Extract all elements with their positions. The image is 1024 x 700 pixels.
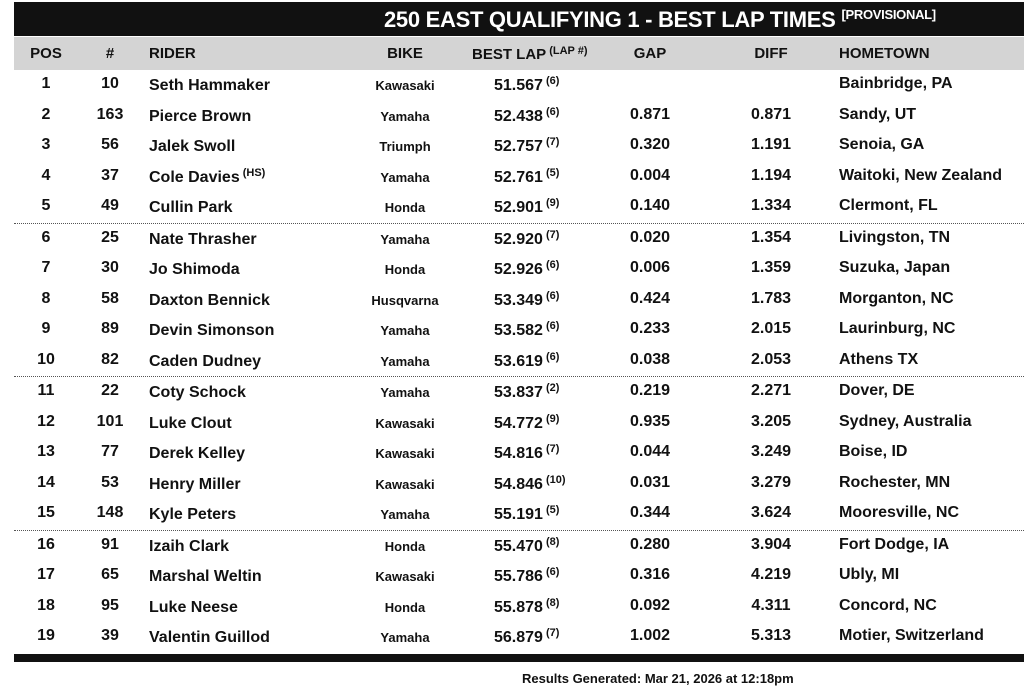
cell-pos: 14: [37, 473, 55, 491]
table-row: [14, 438, 1024, 469]
cell-hometown: Waitoki, New Zealand: [839, 166, 1002, 184]
cell-best-lap-value: 56.879: [494, 629, 543, 646]
cell-number: 53: [101, 473, 119, 491]
cell-hometown: Senoia, GA: [839, 136, 925, 153]
cell-number: 10: [101, 75, 119, 92]
table-row: [14, 101, 1024, 132]
cell-hometown: Concord, NC: [839, 596, 937, 614]
cell-best-lap-value: 53.349: [494, 291, 543, 309]
table-row: [14, 592, 1024, 623]
cell-rider-value: Coty Schock: [149, 384, 246, 401]
cell-pos: 7: [41, 259, 51, 276]
table-row: [14, 561, 1024, 592]
cell-best-lap: [494, 536, 559, 556]
header-diff: DIFF: [754, 45, 788, 62]
cell-rider-value: Caden Dudney: [149, 352, 262, 370]
table-header: [14, 37, 1024, 70]
cell-number: 95: [101, 596, 119, 614]
cell-lap-number: (9): [545, 197, 560, 209]
table-row: [14, 192, 1024, 223]
cell-hometown: Clermont, FL: [839, 197, 938, 214]
cell-gap: 0.280: [629, 535, 671, 553]
cell-rider-value: Derek Kelley: [149, 445, 246, 462]
cell-rider: [149, 504, 239, 524]
cell-pos: 16: [37, 535, 55, 553]
cell-bike: Kawasaki: [375, 78, 435, 93]
cell-number: 89: [101, 320, 119, 337]
cell-lap-number: (7): [545, 627, 560, 639]
header-best-lap: [472, 45, 588, 63]
cell-hometown: Suzuka, Japan: [839, 259, 951, 276]
table-row: [14, 70, 1024, 101]
cell-diff: 1.783: [750, 289, 792, 307]
title-bar: [14, 2, 1024, 36]
cell-best-lap-value: 52.901: [494, 199, 543, 216]
cell-number: 49: [101, 197, 119, 214]
cell-hometown: Sandy, UT: [839, 105, 917, 123]
cell-number: 82: [101, 350, 119, 368]
header-gap: GAP: [633, 45, 667, 62]
cell-best-lap: [494, 413, 559, 433]
cell-bike: Yamaha: [380, 507, 430, 522]
cell-best-lap: [494, 597, 559, 617]
cell-best-lap-value: 53.837: [494, 384, 543, 401]
cell-pos: 12: [37, 412, 55, 430]
cell-diff: 2.053: [750, 350, 792, 368]
cell-lap-number: (7): [545, 136, 560, 148]
cell-rider: [149, 197, 236, 217]
table-row: [14, 469, 1024, 500]
cell-rider-value: Cole Davies: [149, 168, 240, 186]
cell-bike: Yamaha: [380, 323, 430, 338]
page-title: [384, 7, 936, 33]
cell-number: 91: [101, 535, 119, 553]
cell-bike: Kawasaki: [375, 415, 435, 431]
cell-bike: Yamaha: [380, 108, 430, 124]
cell-rider: [149, 106, 254, 126]
cell-rider-value: Luke Clout: [149, 414, 232, 432]
cell-best-lap: [494, 229, 559, 249]
cell-number: 39: [101, 627, 119, 644]
cell-pos: 18: [37, 596, 55, 614]
cell-gap: 0.006: [629, 259, 671, 276]
cell-diff: 1.354: [750, 228, 792, 246]
cell-best-lap-value: 55.470: [494, 537, 543, 555]
cell-diff: 4.219: [750, 566, 792, 583]
cell-rider-value: Nate Thrasher: [149, 230, 257, 248]
cell-best-lap: [494, 197, 559, 217]
cell-rider-value: Seth Hammaker: [149, 77, 270, 94]
cell-lap-number: (9): [545, 412, 560, 425]
cell-best-lap-value: 52.438: [494, 107, 543, 125]
cell-diff: 3.205: [750, 412, 792, 430]
cell-gap: 0.316: [629, 566, 671, 583]
table-row: [14, 622, 1024, 653]
header-bike: BIKE: [387, 45, 423, 62]
cell-rider: [149, 167, 265, 187]
cell-best-lap: [494, 474, 566, 494]
cell-gap: 0.344: [629, 504, 671, 521]
cell-hometown: Bainbridge, PA: [839, 75, 953, 92]
cell-hometown: Sydney, Australia: [839, 412, 972, 430]
cell-rider: [149, 136, 238, 156]
cell-diff: 1.191: [750, 136, 792, 153]
cell-pos: 2: [41, 105, 51, 123]
cell-pos: 13: [37, 443, 55, 460]
cell-lap-number: (5): [545, 166, 560, 179]
header-hometown: HOMETOWN: [839, 45, 930, 62]
cell-rider: [149, 259, 243, 279]
cell-pos: 3: [41, 136, 51, 153]
cell-gap: 0.424: [629, 289, 671, 307]
cell-number: 30: [101, 259, 119, 276]
cell-gap: 0.320: [629, 136, 671, 153]
cell-lap-number: (8): [545, 596, 560, 609]
table-row: [14, 285, 1024, 316]
cell-lap-number: (2): [545, 382, 560, 394]
cell-best-lap: [494, 290, 559, 310]
cell-best-lap-value: 51.567: [494, 77, 543, 94]
cell-diff: 2.271: [750, 382, 792, 399]
cell-diff: 1.359: [750, 259, 792, 276]
table-row: [14, 162, 1024, 193]
cell-rider-value: Marshal Weltin: [149, 568, 262, 585]
cell-bike: Yamaha: [380, 630, 430, 645]
cell-best-lap: [494, 75, 559, 95]
cell-pos: 11: [37, 382, 55, 399]
cell-lap-number: (8): [545, 535, 560, 548]
cell-number: 65: [101, 566, 119, 583]
cell-rider: [149, 536, 232, 556]
table-row: [14, 315, 1024, 346]
cell-rider: [149, 413, 235, 433]
cell-diff: 0.871: [750, 105, 792, 123]
cell-rider-value: Cullin Park: [149, 199, 233, 216]
cell-diff: 3.279: [750, 473, 792, 491]
cell-best-lap-value: 54.772: [494, 414, 543, 432]
cell-gap: 0.233: [629, 320, 671, 337]
cell-hometown: Laurinburg, NC: [839, 320, 956, 337]
cell-rider-note: (HS): [242, 166, 266, 179]
cell-best-lap-value: 54.816: [494, 445, 543, 462]
table-row: [14, 376, 1024, 408]
cell-hometown: Rochester, MN: [839, 473, 951, 491]
cell-number: 56: [101, 136, 119, 153]
cell-rider: [149, 597, 241, 617]
cell-hometown: Morganton, NC: [839, 289, 954, 307]
cell-best-lap: [494, 627, 559, 647]
cell-number: 148: [96, 504, 124, 521]
cell-bike: Honda: [384, 538, 426, 554]
cell-diff: 3.904: [750, 535, 792, 553]
cell-number: 58: [101, 289, 119, 307]
header-pos: POS: [30, 45, 62, 62]
cell-best-lap: [494, 566, 559, 586]
table-row: [14, 346, 1024, 377]
cell-lap-number: (6): [545, 350, 560, 363]
cell-number: 77: [101, 443, 119, 460]
cell-lap-number: (6): [545, 105, 560, 118]
cell-bike: Triumph: [379, 139, 431, 154]
cell-rider: [149, 382, 249, 402]
cell-bike: Husqvarna: [371, 292, 439, 308]
cell-best-lap-value: 54.846: [494, 475, 543, 493]
header-number: #: [105, 45, 115, 62]
header-lap-number-label: (LAP #): [549, 45, 588, 57]
cell-bike: Kawasaki: [375, 569, 435, 584]
cell-pos: 9: [41, 320, 51, 337]
table-row: [14, 131, 1024, 162]
cell-gap: 0.092: [629, 596, 671, 614]
cell-rider: [149, 566, 265, 586]
cell-bike: Yamaha: [380, 169, 430, 185]
cell-best-lap: [494, 443, 559, 463]
cell-bike: Yamaha: [380, 385, 430, 400]
table-row: [14, 408, 1024, 439]
cell-rider: [149, 351, 264, 371]
header-rider: RIDER: [149, 45, 196, 62]
cell-bike: Honda: [384, 200, 426, 215]
bottom-rule: [14, 654, 1024, 662]
cell-gap: 0.935: [629, 412, 671, 430]
cell-pos: 8: [41, 289, 51, 307]
cell-bike: Yamaha: [380, 231, 430, 247]
cell-pos: 5: [41, 197, 51, 214]
cell-diff: 5.313: [750, 627, 792, 644]
cell-diff: 3.624: [750, 504, 792, 521]
cell-bike: Honda: [384, 599, 426, 615]
cell-hometown: Livingston, TN: [839, 228, 951, 246]
cell-pos: 6: [41, 228, 51, 246]
cell-best-lap-value: 53.619: [494, 352, 543, 370]
cell-gap: 0.031: [629, 473, 671, 491]
cell-lap-number: (6): [545, 259, 560, 271]
cell-best-lap: [494, 259, 559, 279]
cell-gap: 0.871: [629, 105, 671, 123]
cell-rider-value: Jo Shimoda: [149, 261, 240, 278]
cell-diff: 2.015: [750, 320, 792, 337]
cell-rider-value: Pierce Brown: [149, 107, 252, 125]
cell-hometown: Dover, DE: [839, 382, 915, 399]
cell-best-lap: [494, 504, 559, 524]
header-best-lap-label: BEST LAP: [472, 46, 547, 63]
cell-rider: [149, 443, 248, 463]
cell-lap-number: (6): [545, 320, 560, 332]
cell-bike: Honda: [384, 262, 426, 277]
cell-rider: [149, 290, 273, 310]
cell-rider: [149, 627, 273, 647]
cell-bike: Yamaha: [380, 353, 430, 369]
cell-pos: 19: [37, 627, 55, 644]
cell-best-lap-value: 52.761: [494, 168, 543, 186]
table-row: [14, 254, 1024, 285]
provisional-tag: [PROVISIONAL]: [841, 7, 936, 22]
cell-hometown: Ubly, MI: [839, 566, 900, 583]
cell-best-lap-value: 55.191: [494, 506, 543, 523]
cell-rider-value: Valentin Guillod: [149, 629, 270, 646]
cell-pos: 4: [41, 166, 51, 184]
cell-gap: 0.038: [629, 350, 671, 368]
title-main: 250 EAST QUALIFYING 1 - BEST LAP TIMES: [384, 7, 836, 32]
cell-pos: 1: [41, 75, 51, 92]
cell-diff: 1.334: [750, 197, 792, 214]
cell-gap: 0.020: [629, 228, 671, 246]
cell-best-lap-value: 52.920: [494, 230, 543, 248]
cell-number: 163: [96, 105, 124, 123]
cell-best-lap: [494, 136, 559, 156]
cell-best-lap: [494, 320, 559, 340]
cell-number: 22: [101, 382, 119, 399]
cell-diff: 4.311: [751, 596, 791, 614]
cell-hometown: Boise, ID: [839, 443, 908, 460]
cell-rider: [149, 320, 277, 340]
cell-rider-value: Devin Simonson: [149, 322, 275, 339]
table-row: [14, 530, 1024, 562]
cell-lap-number: (6): [545, 289, 560, 302]
cell-pos: 17: [37, 566, 55, 583]
cell-best-lap: [494, 351, 559, 371]
cell-hometown: Athens TX: [839, 350, 919, 368]
cell-best-lap-value: 53.582: [494, 322, 543, 339]
cell-gap: 0.219: [629, 382, 671, 399]
cell-number: 101: [96, 412, 124, 430]
cell-lap-number: (7): [545, 228, 560, 241]
cell-lap-number: (6): [545, 75, 560, 87]
cell-number: 37: [101, 166, 119, 184]
cell-gap: 0.044: [629, 443, 671, 460]
table-row: [14, 499, 1024, 530]
cell-best-lap: [494, 167, 559, 187]
results-generated-footer: Results Generated: Mar 21, 2026 at 12:18pm: [522, 671, 794, 686]
cell-best-lap-value: 52.757: [494, 138, 543, 155]
cell-lap-number: (6): [545, 566, 560, 578]
cell-lap-number: (5): [545, 504, 560, 516]
cell-gap: 0.004: [629, 166, 671, 184]
cell-best-lap: [494, 106, 559, 126]
cell-hometown: Mooresville, NC: [839, 504, 960, 521]
cell-diff: 1.194: [750, 166, 792, 184]
cell-rider-value: Izaih Clark: [149, 537, 230, 555]
cell-rider-value: Henry Miller: [149, 475, 241, 493]
cell-best-lap-value: 55.878: [494, 598, 543, 616]
cell-hometown: Fort Dodge, IA: [839, 535, 950, 553]
cell-rider-value: Kyle Peters: [149, 506, 237, 523]
cell-rider-value: Daxton Bennick: [149, 291, 270, 309]
cell-gap: 1.002: [629, 627, 671, 644]
cell-pos: 15: [37, 504, 55, 521]
cell-rider: [149, 229, 260, 249]
cell-bike: Kawasaki: [375, 446, 435, 461]
cell-rider-value: Luke Neese: [149, 598, 238, 616]
cell-rider: [149, 75, 273, 95]
cell-lap-number: (7): [545, 443, 560, 455]
cell-bike: Kawasaki: [375, 476, 435, 492]
cell-pos: 10: [37, 350, 55, 368]
cell-best-lap-value: 52.926: [494, 261, 543, 278]
cell-diff: 3.249: [750, 443, 792, 460]
cell-rider-value: Jalek Swoll: [149, 138, 236, 155]
cell-number: 25: [101, 228, 119, 246]
cell-hometown: Motier, Switzerland: [839, 627, 984, 644]
cell-lap-number: (10): [545, 473, 566, 486]
results-table: [14, 70, 1024, 653]
cell-rider: [149, 474, 244, 494]
cell-gap: 0.140: [629, 197, 671, 214]
cell-best-lap: [494, 382, 559, 402]
table-row: [14, 223, 1024, 255]
cell-best-lap-value: 55.786: [494, 568, 543, 585]
